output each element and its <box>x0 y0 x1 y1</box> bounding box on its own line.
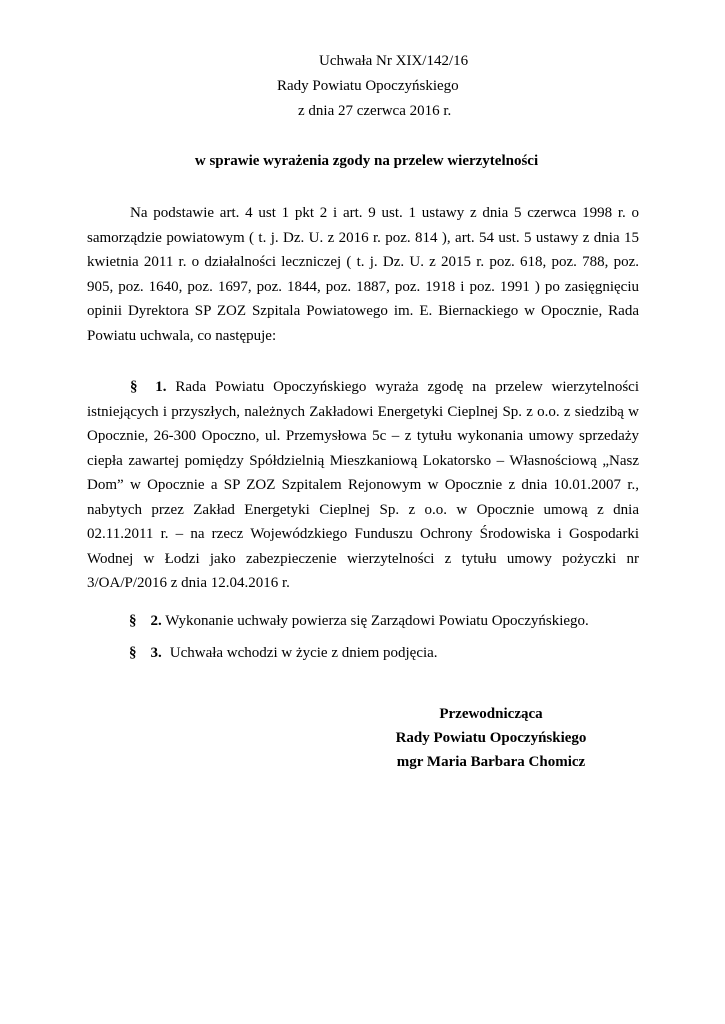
resolution-number: Uchwała Nr XIX/142/16 <box>319 53 469 69</box>
section-number: 3. <box>150 645 162 661</box>
section-2 <box>129 612 589 630</box>
section-text: Wykonanie uchwały powierza się Zarządowi Powiatu Opoczyńskiego. <box>165 613 589 629</box>
resolution-subject <box>0 152 725 170</box>
signature-name: mgr Maria Barbara Chomicz <box>396 754 586 770</box>
section-number: 2. <box>150 613 162 629</box>
section-symbol: § <box>129 613 137 629</box>
signature-title: Przewodnicząca <box>439 706 543 722</box>
section-text: Rada Powiatu Opoczyńskiego wyraża zgodę na przelew wierzytelności istniejących i przyszłych, należnych Zakładowi Energetyki Cieplnej Sp. z o.o. z siedzibą w Opocznie, 26-300 Opoczno, ul. Przemysłowa 5c – z tytułu wykonania umowy sprzedaży ciepła zawartej pomiędzy Spółdzielnią Mieszkaniową Lokatorsko – Własnościową „Nasz Dom” w Opocznie a SP ZOZ Szpitalem Rejonowym w Opocznie z dnia 10.01.2007 r., nabytych przez Zakład Energetyki Cieplnej Sp. z o.o. w Opocznie umową z dnia 02.11.2011 r. – na rzecz Wojewódzkiego Funduszu Ochrony Środowiska i Gospodarki Wodnej w Łodzi jako zabezpieczenie wierzytelności z tytułu umowy pożyczki nr 3/OA/P/2016 z dnia 12.04.2016 r. <box>87 379 639 591</box>
section-number: 1. <box>155 379 167 395</box>
council-name: Rady Powiatu Opoczyńskiego <box>277 78 459 94</box>
signature-body: Rady Powiatu Opoczyńskiego <box>395 730 587 746</box>
subject-text: w sprawie wyrażenia zgody na przelew wierzytelności <box>194 153 539 169</box>
resolution-date: z dnia 27 czerwca 2016 r. <box>298 103 452 119</box>
section-text: Uchwała wchodzi w życie z dniem podjęcia. <box>169 645 438 661</box>
section-symbol: § <box>129 645 137 661</box>
legal-basis-paragraph: Na podstawie art. 4 ust 1 pkt 2 i art. 9 ust. 1 ustawy z dnia 5 czerwca 1998 r. o samorządzie powiatowym ( t. j. Dz. U. z 2016 r. poz. 814 ), art. 54 ust. 5 ustawy z dnia 15 kwietnia 2011 r. o działalności leczniczej ( t. j. Dz. U. z 2015 r. poz. 618, poz. 788, poz. 905, poz. 1640, poz. 1697, poz. 1844, poz. 1887, poz. 1918 i poz. 1991 ) po zasięgnięciu opinii Dyrektora SP ZOZ Szpitala Powiatowego im. E. Biernackiego w Opocznie, Rada Powiatu uchwala, co następuje: <box>87 205 639 344</box>
section-symbol: § <box>130 379 138 395</box>
section-3 <box>129 644 438 662</box>
section-1 <box>87 375 639 596</box>
